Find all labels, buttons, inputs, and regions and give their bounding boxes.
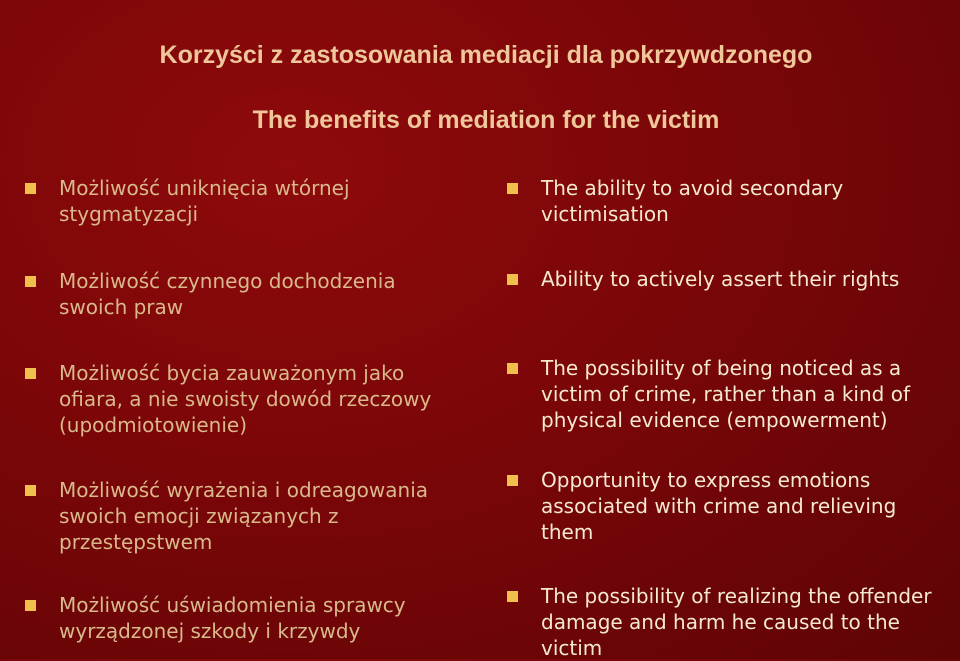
bullet-text: Możliwość uświadomienia sprawcy wyrządzonej szkody i krzywdy [59, 593, 406, 643]
square-bullet-icon [25, 485, 36, 496]
bullet-item-pl-4 [59, 477, 464, 555]
bullet-item-en-4 [541, 467, 926, 545]
bullet-item-pl-1 [59, 175, 419, 227]
bullet-item-en-1 [541, 175, 896, 227]
bullet-text: Możliwość bycia zauważonym jako ofiara, a nie swoisty dowód rzeczowy (upodmiotowienie) [59, 361, 432, 437]
bullet-item-pl-2 [59, 268, 439, 320]
bullet-text: Możliwość uniknięcia wtórnej stygmatyzacji [59, 176, 350, 226]
square-bullet-icon [25, 368, 36, 379]
bullet-item-pl-3 [59, 360, 469, 438]
bullet-text: Ability to actively assert their rights [541, 267, 900, 291]
square-bullet-icon [507, 274, 518, 285]
bullet-text: Opportunity to express emotions associated with crime and relieving them [541, 468, 897, 544]
bullet-item-en-5 [541, 583, 960, 661]
bullet-item-en-3 [541, 355, 951, 433]
bullet-text: Możliwość wyrażenia i odreagowania swoich emocji związanych z przestępstwem [59, 478, 429, 554]
square-bullet-icon [507, 591, 518, 602]
square-bullet-icon [507, 363, 518, 374]
square-bullet-icon [25, 600, 36, 611]
bullet-text: Możliwość czynnego dochodzenia swoich praw [59, 269, 396, 319]
bullet-item-pl-5 [59, 592, 439, 644]
bullet-text: The possibility of being noticed as a victim of crime, rather than a kind of physical evidence (empowerment) [541, 356, 910, 432]
square-bullet-icon [507, 183, 518, 194]
bullet-text: The possibility of realizing the offender damage and harm he caused to the victim [541, 584, 932, 660]
square-bullet-icon [25, 276, 36, 287]
square-bullet-icon [507, 475, 518, 486]
slide-title-polish: Korzyści z zastosowania mediacji dla pokrzywdzonego [159, 41, 813, 69]
bullet-text: The ability to avoid secondary victimisation [541, 176, 844, 226]
square-bullet-icon [25, 183, 36, 194]
bullet-item-en-2 [541, 266, 956, 292]
slide-title-english: The benefits of mediation for the victim [252, 106, 720, 134]
